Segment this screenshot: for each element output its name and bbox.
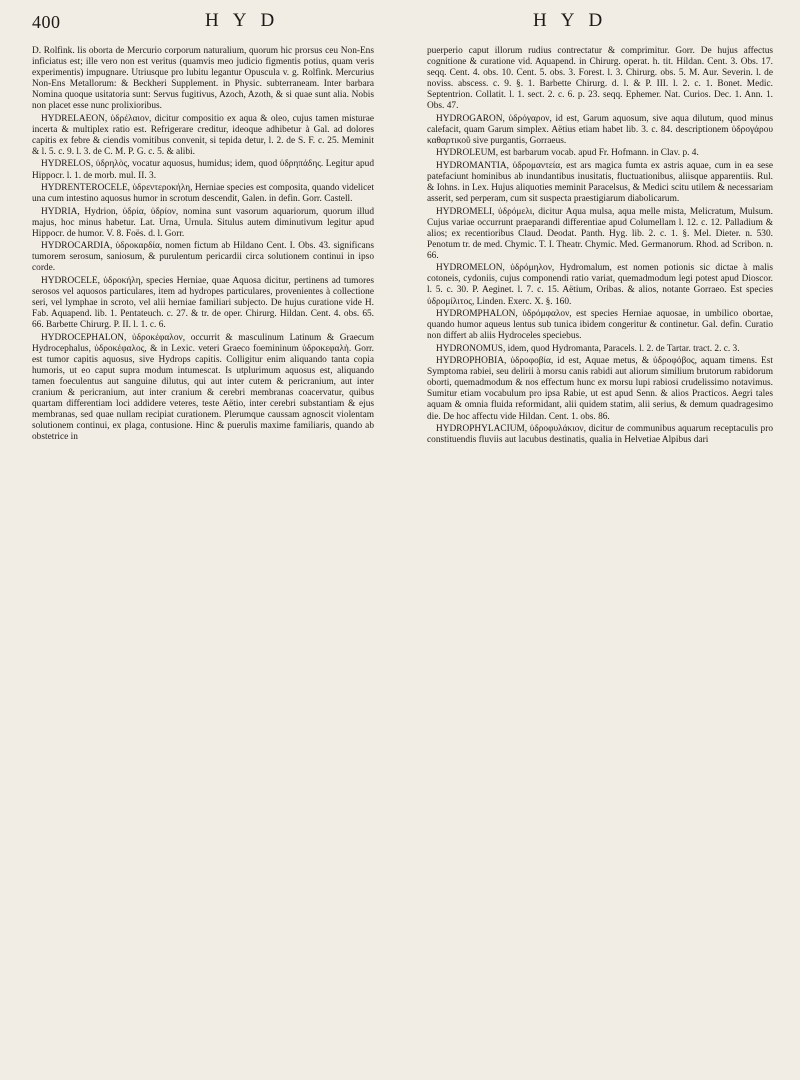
paragraph: puerperio caput illorum rudius contrectatur & comprimitur. Gorr. De hujus affectus cognitione & curatione vid. Aquapend. in Chirurg. operat. h. tit. Hildan. Cent. 3. Obs. 17. seqq. Cent. 4. obs. 10. Cent. 5. obs. 3. Forest. l. 3. Chirurg. obs. 5. M. Aur. Severin. l. de noviss. abscess. c. 9. §. 1. Barbette Chirurg. d. l. & P. III. l. 2. c. 1. Bonet. Medic. Septentrion. Collatit. l. 1. sect. 2. c. 6. p. 23. seqq. Ephemer. Nat. Curios. Dec. 1. Ann. 1. Obs. 47. bbox=[427, 46, 773, 112]
dictionary-entry: HYDRELAEON, ὑδρέλαιον, dicitur compositio ex aqua & oleo, cujus tamen misturae incerta & multiplex ratio est. Refrigerare creditur, ideoque adhibetur à Gal. ad dolores capitis ex febre & ciendis vomitibus convenit, si tepida detur, l. 2. de S. F. c. 25. Meminit & l. 5. c. 9. l. 3. de C. M. P. G. c. 5. & alibi. bbox=[32, 113, 374, 157]
dictionary-entry: HYDROMELON, ὑδρόμηλον, Hydromalum, est nomen potionis sic dictae à malis cotoneis, cydoniis, cujus componendi ratio variat, quemadmodum legi potest apud Dioscor. l. 5. c. 30. P. Aeginet. l. 7. c. 15. Aëtium, Oribas. & alios, notante Gorraeo. Est species ὑδρομίλιτος, Linden. Exerc. X. §. 160. bbox=[427, 263, 773, 307]
dictionary-entry: HYDROCARDIA, ὑδροκαρδία, nomen fictum ab Hildano Cent. I. Obs. 43. significans tumorem serosum, saniosum, & purulentum pericardii circa solutionem continui in ipso corde. bbox=[32, 241, 374, 274]
dictionary-entry: HYDROGARON, ὑδρόγαρον, id est, Garum aquosum, sive aqua dilutum, quod minus calefacit, quam Garum simplex. Aëtius etiam habet lib. 3. c. 84. descriptionem ὑδρογάρου καθαρτικοῦ sive purgantis, Gorraeus. bbox=[427, 113, 773, 146]
paragraph: D. Rolfink. lis oborta de Mercurio corporum naturalium, quorum hic prorsus ceu Non-Ens inficiatus est; ille vero non est veritus (quamvis meo judicio figmentis potius, quam veris experimentis) impugnare. Utriusque pro lubitu legantur Opuscula v. g. Rolfink. Mercurius Non-Ens Metallorum: & Beckheri Supplement. in Physic. subterraneam. Inter barbara Nomina quoque usitatoria sunt: Servus fugitivus, Azoch, Azoth, & si quae sunt alia. Nobis non placet esse nunc prolixioribus. bbox=[32, 46, 374, 112]
dictionary-entry: HYDROMPHALON, ὑδρόμφαλον, est species Herniae aquosae, in umbilico obortae, quando humor aqueus lentus sub tunica ibidem congeritur & continetur. Gal. defin. Curatio non differt ab aliis Hydroceles speciebus. bbox=[427, 309, 773, 342]
dictionary-entry: HYDRELOS, ὑδρηλὸς, vocatur aquosus, humidus; idem, quod ὑδρηπάδης. Legitur apud Hippocr. l. 1. de morb. mul. II. 3. bbox=[32, 159, 374, 181]
dictionary-entry: HYDROLEUM, est barbarum vocab. apud Fr. Hofmann. in Clav. p. 4. bbox=[436, 148, 699, 159]
dictionary-entry: HYDRIA, Hydrion, ὑδρία, ὑδρίον, nomina sunt vasorum aquariorum, quorum illud majus, hoc minus habetur. Lat. Urna, Urnula. Situlus autem diminutivum legitur apud Hippocr. de humor. V. 8. Foës. d. l. Gorr. bbox=[32, 206, 374, 239]
dictionary-entry: HYDRONOMUS, idem, quod Hydromanta, Paracels. l. 2. de Tartar. tract. 2. c. 3. bbox=[436, 343, 740, 354]
dictionary-entry: HYDROCEPHALON, ὑδροκέφαλον, occurrit & masculinum Latinum & Graecum Hydrocephalus, ὑδροκέφαλος, & in Lexic. veteri Graeco foemininum ὑδροκεφαλὴ. Gorr. est tumor capitis aquosus, sive Hydrops capitis. Colligitur enim aliquando tanta copia humoris, ut eo caput supra modum intumescat. Is utplurimum aquosus est, aliquando tamen foeculentus aut sanguine dilutus, qui aut inter cutem & pericranium, aut inter cranium & pericranium, aut inter cranium & cerebri membranas coacervatur, quibus quartam differentiam loci addidere veteres, teste Aëtio, inter cerebri substantiam & ejus membranas, sed quae nullam recipiat curationem. Plerumque caussam agnoscit violentam solutionem continui, ex plaga, contusione. Hinc & puerulis maxime familiaris, quando ab obstetrice in bbox=[32, 332, 374, 443]
dictionary-entry: HYDROCELE, ὑδροκήλη, species Herniae, quae Aquosa dicitur, pertinens ad tumores serosos vel aquosos particulares, item ad hydropes particulares, provenientes à collectione seri, vel lymphae in scroto, vel alii herniae familiari subjecto. De hujus curatione vide H. Fab. Aquapend. lib. 1. Pentateuch. c. 27. & tr. de oper. Chirurg. Hildan. Cent. 4. obs. 65. 66. Barbette Chirurg. P. II. l. 1. c. 6. bbox=[32, 275, 374, 331]
page-header bbox=[0, 0, 800, 40]
dictionary-entry: HYDRENTEROCELE, ὑδρεντεροκήλη, Herniae species est composita, quando videlicet una cum intestino aquosus humor in scrotum descendit, Galen. in defin. Gorr. Castell. bbox=[32, 183, 374, 205]
dictionary-entry: HYDROPHOBIA, ὑδροφοβία, id est, Aquae metus, & ὑδροφόβος, aquam timens. Est Symptoma rabiei, seu delirii à morsu canis rabidi aut aliorum similium brutorum rabidorum oborti, quemadmodum & nos effectum hunc ex morsu lupi rabiosi crudelissimo notavimus. Sumitur etiam vocabulum pro ipsa Rabie, ut est apud Senn. & alios Practicos. Aegri tales aquam & omnia fluida reformidant, alii quidem statim, alii serius, & demum quadragesimo die. De hoc affectu vide Hildan. Cent. 1. obs. 86. bbox=[427, 356, 773, 422]
page-number: 400 bbox=[32, 12, 61, 32]
running-head-right: H Y D bbox=[533, 10, 608, 31]
dictionary-entry: HYDROPHYLACIUM, ὑδροφυλάκιον, dicitur de communibus aquarum receptaculis pro constituendis fluviis aut lacubus destinatis, qualia in Helvetiae Alpibus dari bbox=[427, 424, 773, 446]
left-text-column bbox=[32, 46, 374, 1072]
dictionary-entry: HYDROMELI, ὑδρόμελι, dicitur Aqua mulsa, aqua melle mista, Melicratum, Mulsum. Cujus variae occurrunt praeparandi differentiae apud Columellam l. 12. c. 12. Palladium & alios; ex recentioribus Claud. Deodat. Panth. Hyg. lib. 2. c. 1. §. Mel. Dieter. n. 530. Penotum tr. de med. Chymic. T. I. Theatr. Chymic. Med. Germanorum. Rhod. ad Scribon. n. 66. bbox=[427, 206, 773, 261]
right-text-column bbox=[427, 46, 773, 1072]
dictionary-entry: HYDROMANTIA, ὑδρομαντεία, est ars magica fumta ex astris aquae, cum in ea sese patefaciunt hominibus ab inundantibus inusitatis, fluctuationibus, aliisque apparentiis. Rul. & Iohns. in Lex. Hujus aliquoties meminit Paracelsus, & Medici scitu utilem & necessariam asserit, sed perperam, cum sit suspecta praestigiarum diabolicarum. bbox=[427, 160, 773, 205]
running-head-left: H Y D bbox=[205, 10, 280, 31]
